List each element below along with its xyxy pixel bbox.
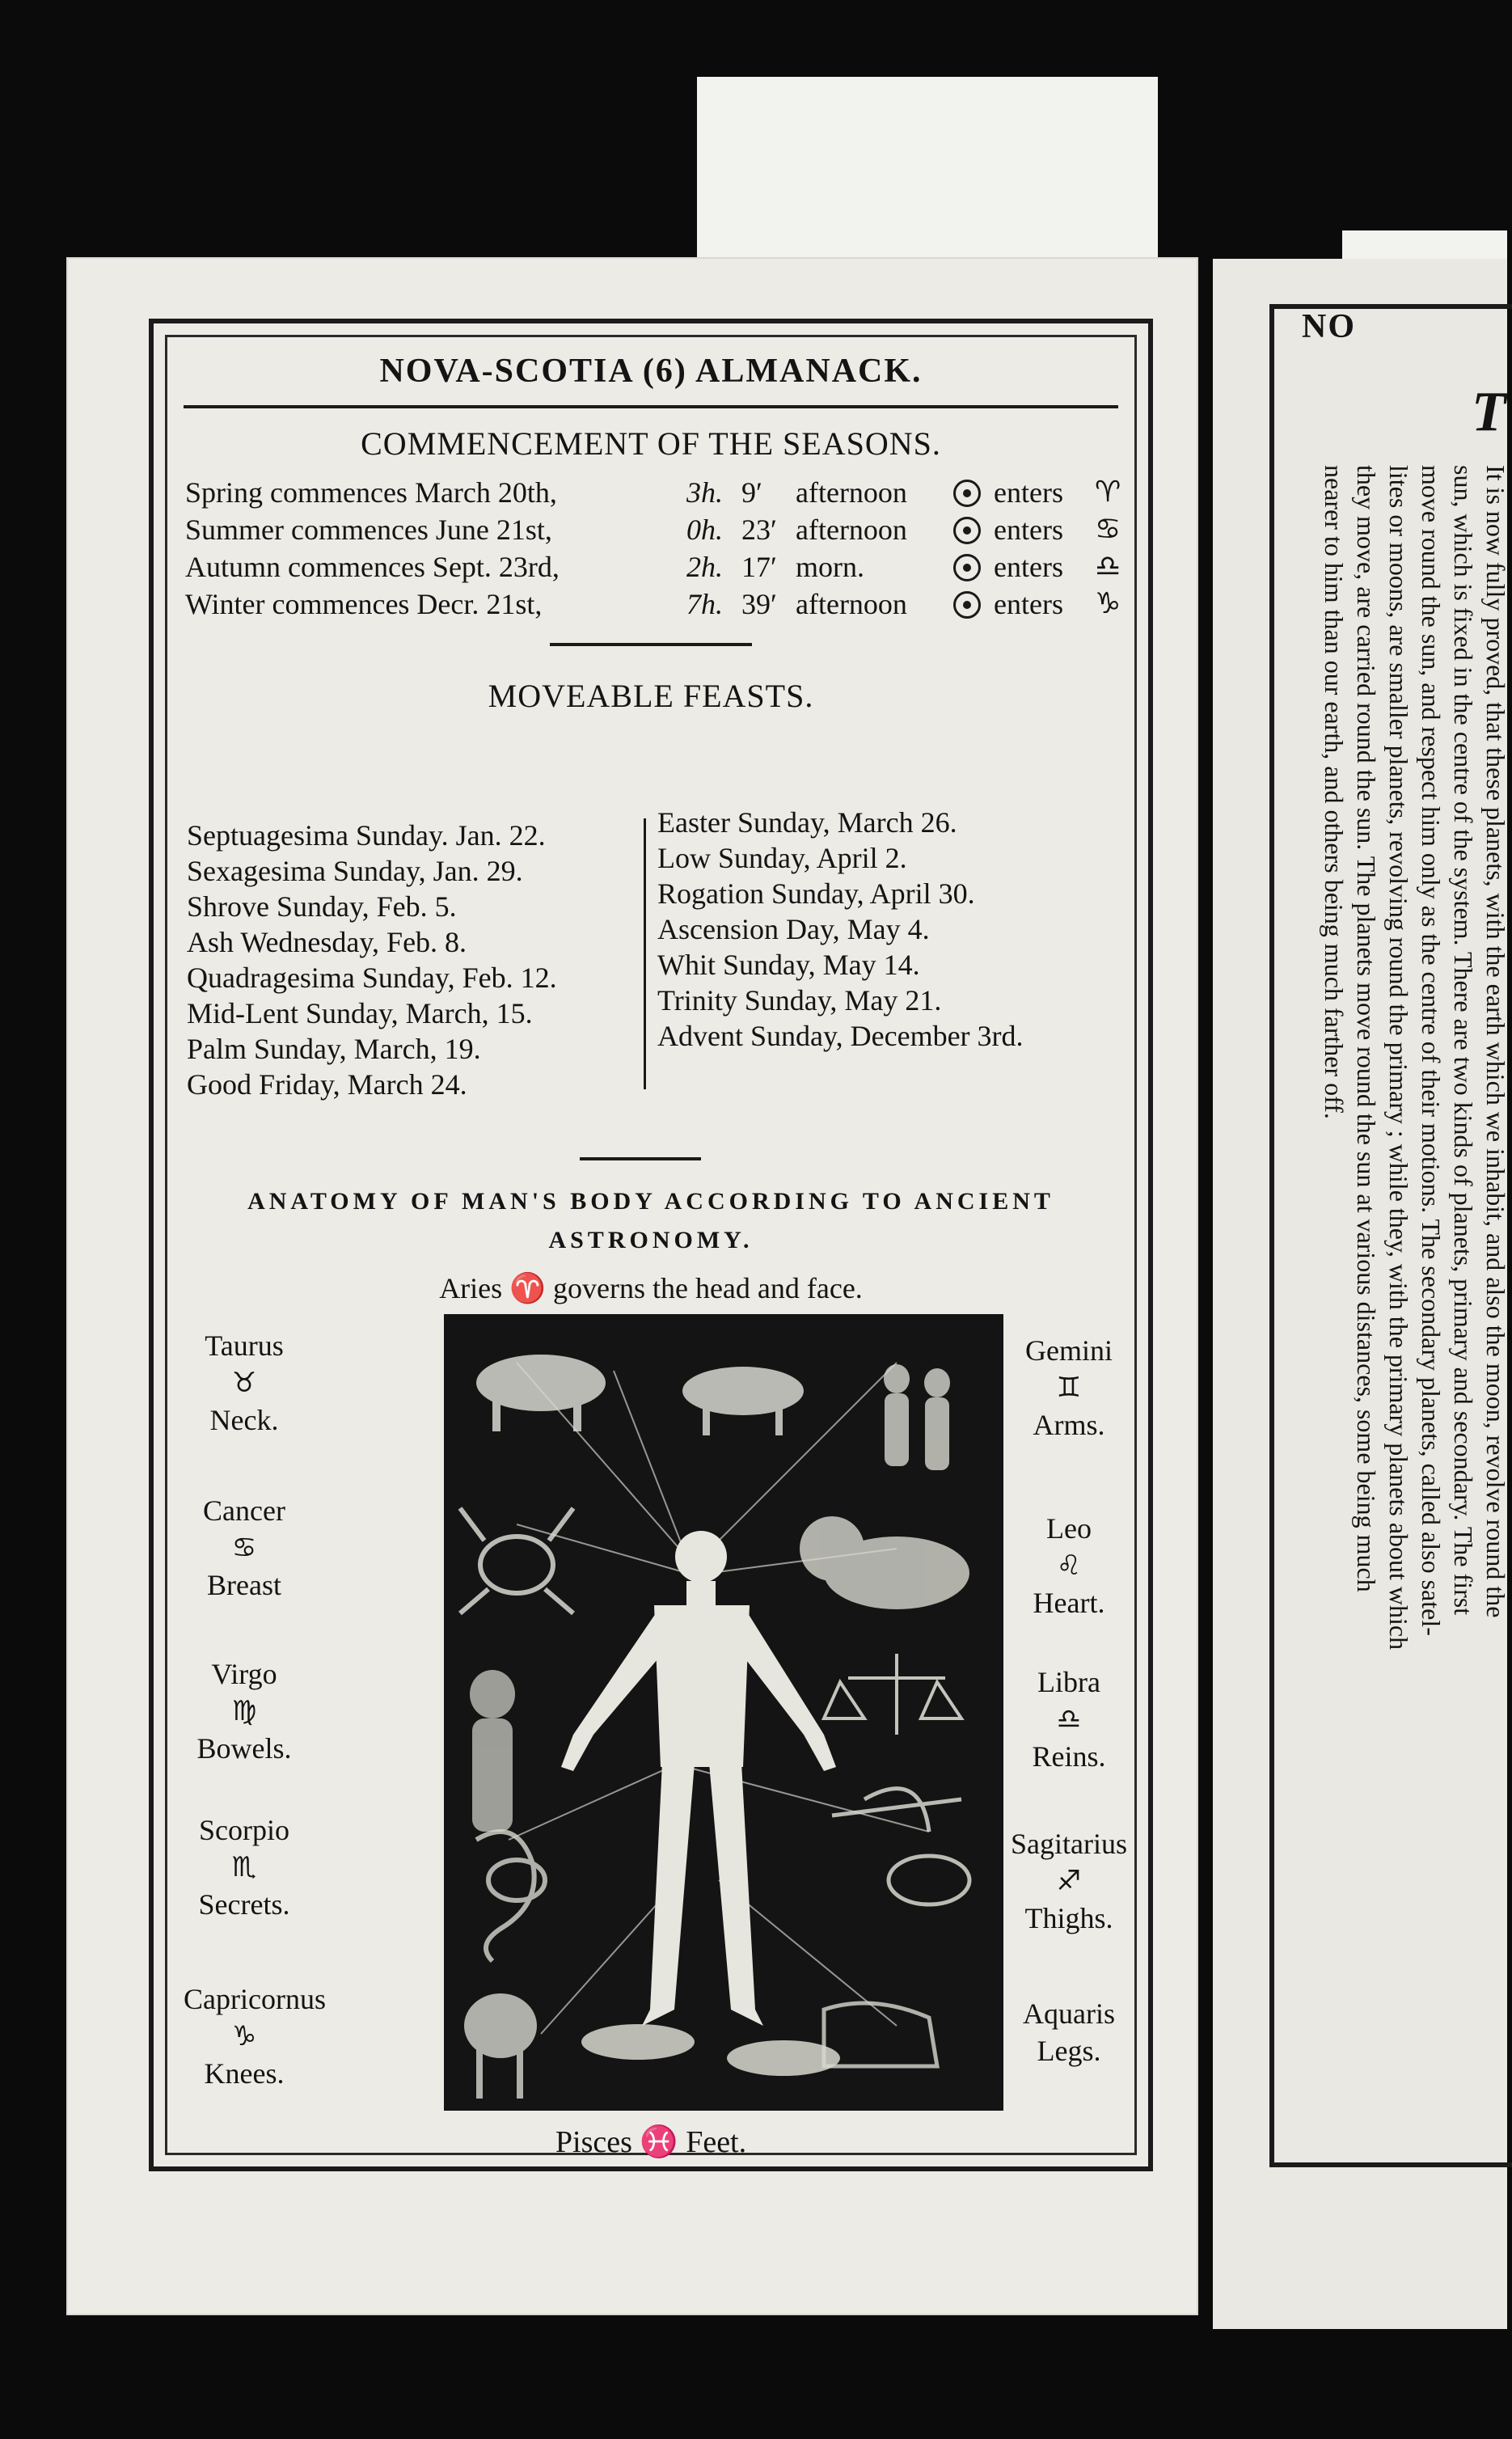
zodiac-label-virgo	[184, 1655, 305, 1767]
season-hour: 3h.	[686, 476, 723, 509]
sign-name: Cancer	[203, 1494, 285, 1527]
sign-name: Taurus	[205, 1329, 284, 1362]
feast-item: Good Friday, March 24.	[187, 1068, 467, 1101]
zodiac-label-leo	[1008, 1510, 1130, 1621]
zodiac-sign-glyph: ♉	[231, 1367, 257, 1399]
zodiac-label-aquaris	[1008, 1995, 1130, 2069]
body-part: Knees.	[204, 2057, 285, 2090]
season-row	[185, 512, 1139, 547]
season-enters: enters	[994, 476, 1063, 509]
feast-item: Low Sunday, April 2.	[657, 842, 907, 874]
sign-name: Leo	[1046, 1512, 1092, 1545]
season-enters: enters	[994, 551, 1063, 583]
season-hour: 7h.	[686, 588, 723, 620]
feast-item: Ash Wednesday, Feb. 8.	[187, 926, 467, 958]
season-hour: 0h.	[686, 514, 723, 546]
zodiac-sign-glyph: ♎	[1056, 1703, 1082, 1735]
zodiac-label-gemini	[1008, 1332, 1130, 1444]
section-divider-2	[580, 1157, 701, 1160]
sun-icon	[953, 480, 981, 507]
aries-caption: Aries ♈ governs the head and face.	[439, 1272, 863, 1304]
season-row	[185, 586, 1139, 622]
zodiac-sign-glyph: ♊	[1056, 1372, 1082, 1404]
zodiac-man-illustration	[444, 1314, 1003, 2111]
body-part: Reins.	[1032, 1740, 1106, 1773]
zodiac-label-scorpio	[184, 1811, 305, 1923]
season-period: afternoon	[796, 514, 907, 546]
season-name: Spring commences March 20th,	[185, 476, 557, 509]
zodiac-sign-glyph: ♌	[1056, 1549, 1082, 1582]
season-enters: enters	[994, 514, 1063, 546]
body-text-line: they move, are carried round the sun. The planets move round the sun at various distances, some being much	[1352, 465, 1381, 1592]
body-part: Thighs.	[1024, 1902, 1113, 1934]
sign-name: Scorpio	[199, 1814, 289, 1846]
season-minute: 17′	[741, 551, 777, 583]
sun-icon	[953, 591, 981, 619]
body-text-line: move round the sun, and respect him only as the centre of their motions. The secondary planets, called also satel-	[1417, 465, 1446, 1636]
feast-item: Advent Sunday, December 3rd.	[657, 1020, 1024, 1052]
zodiac-sign-glyph: ♍	[231, 1695, 257, 1727]
season-enters: enters	[994, 588, 1063, 620]
zodiac-sign-glyph: ♐	[1056, 1865, 1082, 1897]
zodiac-sign-glyph: ♑	[231, 2020, 257, 2052]
zodiac-label-taurus	[184, 1327, 305, 1439]
zodiac-man-woodcut	[444, 1314, 1003, 2111]
season-period: morn.	[796, 551, 864, 583]
body-part: Legs.	[1037, 2035, 1101, 2067]
header-rule	[184, 405, 1118, 408]
season-period: afternoon	[796, 476, 907, 509]
season-name: Winter commences Decr. 21st,	[185, 588, 543, 620]
feast-item: Quadragesima Sunday, Feb. 12.	[187, 962, 557, 994]
season-row	[185, 475, 1139, 510]
right-page-rotated-text	[1253, 465, 1512, 1904]
season-minute: 23′	[741, 514, 777, 546]
almanac-page-left	[66, 257, 1198, 2315]
page-border-inner	[165, 335, 1137, 2159]
feast-item: Shrove Sunday, Feb. 5.	[187, 890, 457, 923]
zodiac-label-cancer	[184, 1492, 305, 1604]
sun-icon	[953, 554, 981, 581]
season-hour: 2h.	[686, 551, 723, 583]
zodiac-sign-glyph: ♋	[1095, 513, 1121, 546]
page-border	[149, 319, 1153, 2171]
section-divider-1	[550, 643, 752, 646]
feast-item: Mid-Lent Sunday, March, 15.	[187, 997, 533, 1029]
zodiac-sign-glyph: ♑	[1095, 587, 1121, 620]
sign-name: Capricornus	[184, 1983, 326, 2015]
feast-item: Septuagesima Sunday. Jan. 22.	[187, 819, 546, 852]
sun-icon	[953, 517, 981, 544]
body-text-line: nearer to him than our earth, and others being much farther off.	[1320, 465, 1349, 1119]
body-part: Arms.	[1033, 1409, 1105, 1441]
body-part: Secrets.	[198, 1888, 290, 1921]
feast-item: Palm Sunday, March, 19.	[187, 1033, 481, 1065]
season-name: Summer commences June 21st,	[185, 514, 552, 546]
feasts-column-divider	[644, 818, 646, 1089]
body-text-line: It is now fully proved, that these planets, with the earth which we inhabit, and also the moon, revolve round the	[1481, 465, 1510, 1618]
zodiac-sign-glyph: ♏	[231, 1851, 257, 1883]
feast-item: Sexagesima Sunday, Jan. 29.	[187, 855, 523, 887]
feast-item: Ascension Day, May 4.	[657, 913, 930, 945]
body-part: Bowels.	[196, 1732, 292, 1765]
feast-item: Trinity Sunday, May 21.	[657, 984, 942, 1017]
season-minute: 39′	[741, 588, 777, 620]
body-part: Breast	[207, 1569, 281, 1601]
seasons-title: COMMENCEMENT OF THE SEASONS.	[361, 425, 941, 462]
anatomy-title-line1: ANATOMY OF MAN'S BODY ACCORDING TO ANCIENT	[247, 1188, 1054, 1215]
right-page-title-initial: T	[1472, 381, 1506, 443]
feasts-title: MOVEABLE FEASTS.	[488, 678, 814, 714]
sign-name: Sagitarius	[1011, 1828, 1127, 1860]
zodiac-sign-glyph: ♈	[1095, 476, 1121, 509]
sign-name: Libra	[1037, 1666, 1100, 1698]
season-minute: 9′	[741, 476, 762, 509]
zodiac-sign-glyph: ♋	[231, 1532, 257, 1564]
anatomy-title-line2: ASTRONOMY.	[548, 1227, 754, 1253]
zodiac-label-capricornus	[184, 1980, 326, 2092]
body-text-line: sun, which is fixed in the centre of the system. There are two kinds of planets, primary and secondary. The first	[1449, 465, 1478, 1616]
sign-name: Gemini	[1025, 1334, 1113, 1367]
season-row	[185, 549, 1139, 585]
right-page-header: NO	[1302, 308, 1356, 345]
sign-name: Aquaris	[1023, 1997, 1115, 2030]
body-text-line: lites or moons, are smaller planets, revolving round the primary ; while they, with the primary planets about which	[1384, 465, 1413, 1651]
pisces-caption: Pisces ♓ Feet.	[555, 2125, 747, 2159]
feast-item: Easter Sunday, March 26.	[657, 806, 957, 839]
feast-item: Whit Sunday, May 14.	[657, 949, 920, 981]
body-part: Heart.	[1033, 1587, 1105, 1619]
feast-item: Rogation Sunday, April 30.	[657, 877, 975, 910]
season-period: afternoon	[796, 588, 907, 620]
body-part: Neck.	[209, 1404, 279, 1436]
paper-scrap-top	[697, 77, 1158, 271]
zodiac-label-libra	[1008, 1663, 1130, 1775]
season-name: Autumn commences Sept. 23rd,	[185, 551, 560, 583]
page-header: NOVA-SCOTIA (6) ALMANACK.	[379, 353, 923, 390]
zodiac-label-sagitarius	[1008, 1825, 1130, 1937]
zodiac-sign-glyph: ♎	[1095, 550, 1121, 583]
sign-name: Virgo	[211, 1658, 277, 1690]
